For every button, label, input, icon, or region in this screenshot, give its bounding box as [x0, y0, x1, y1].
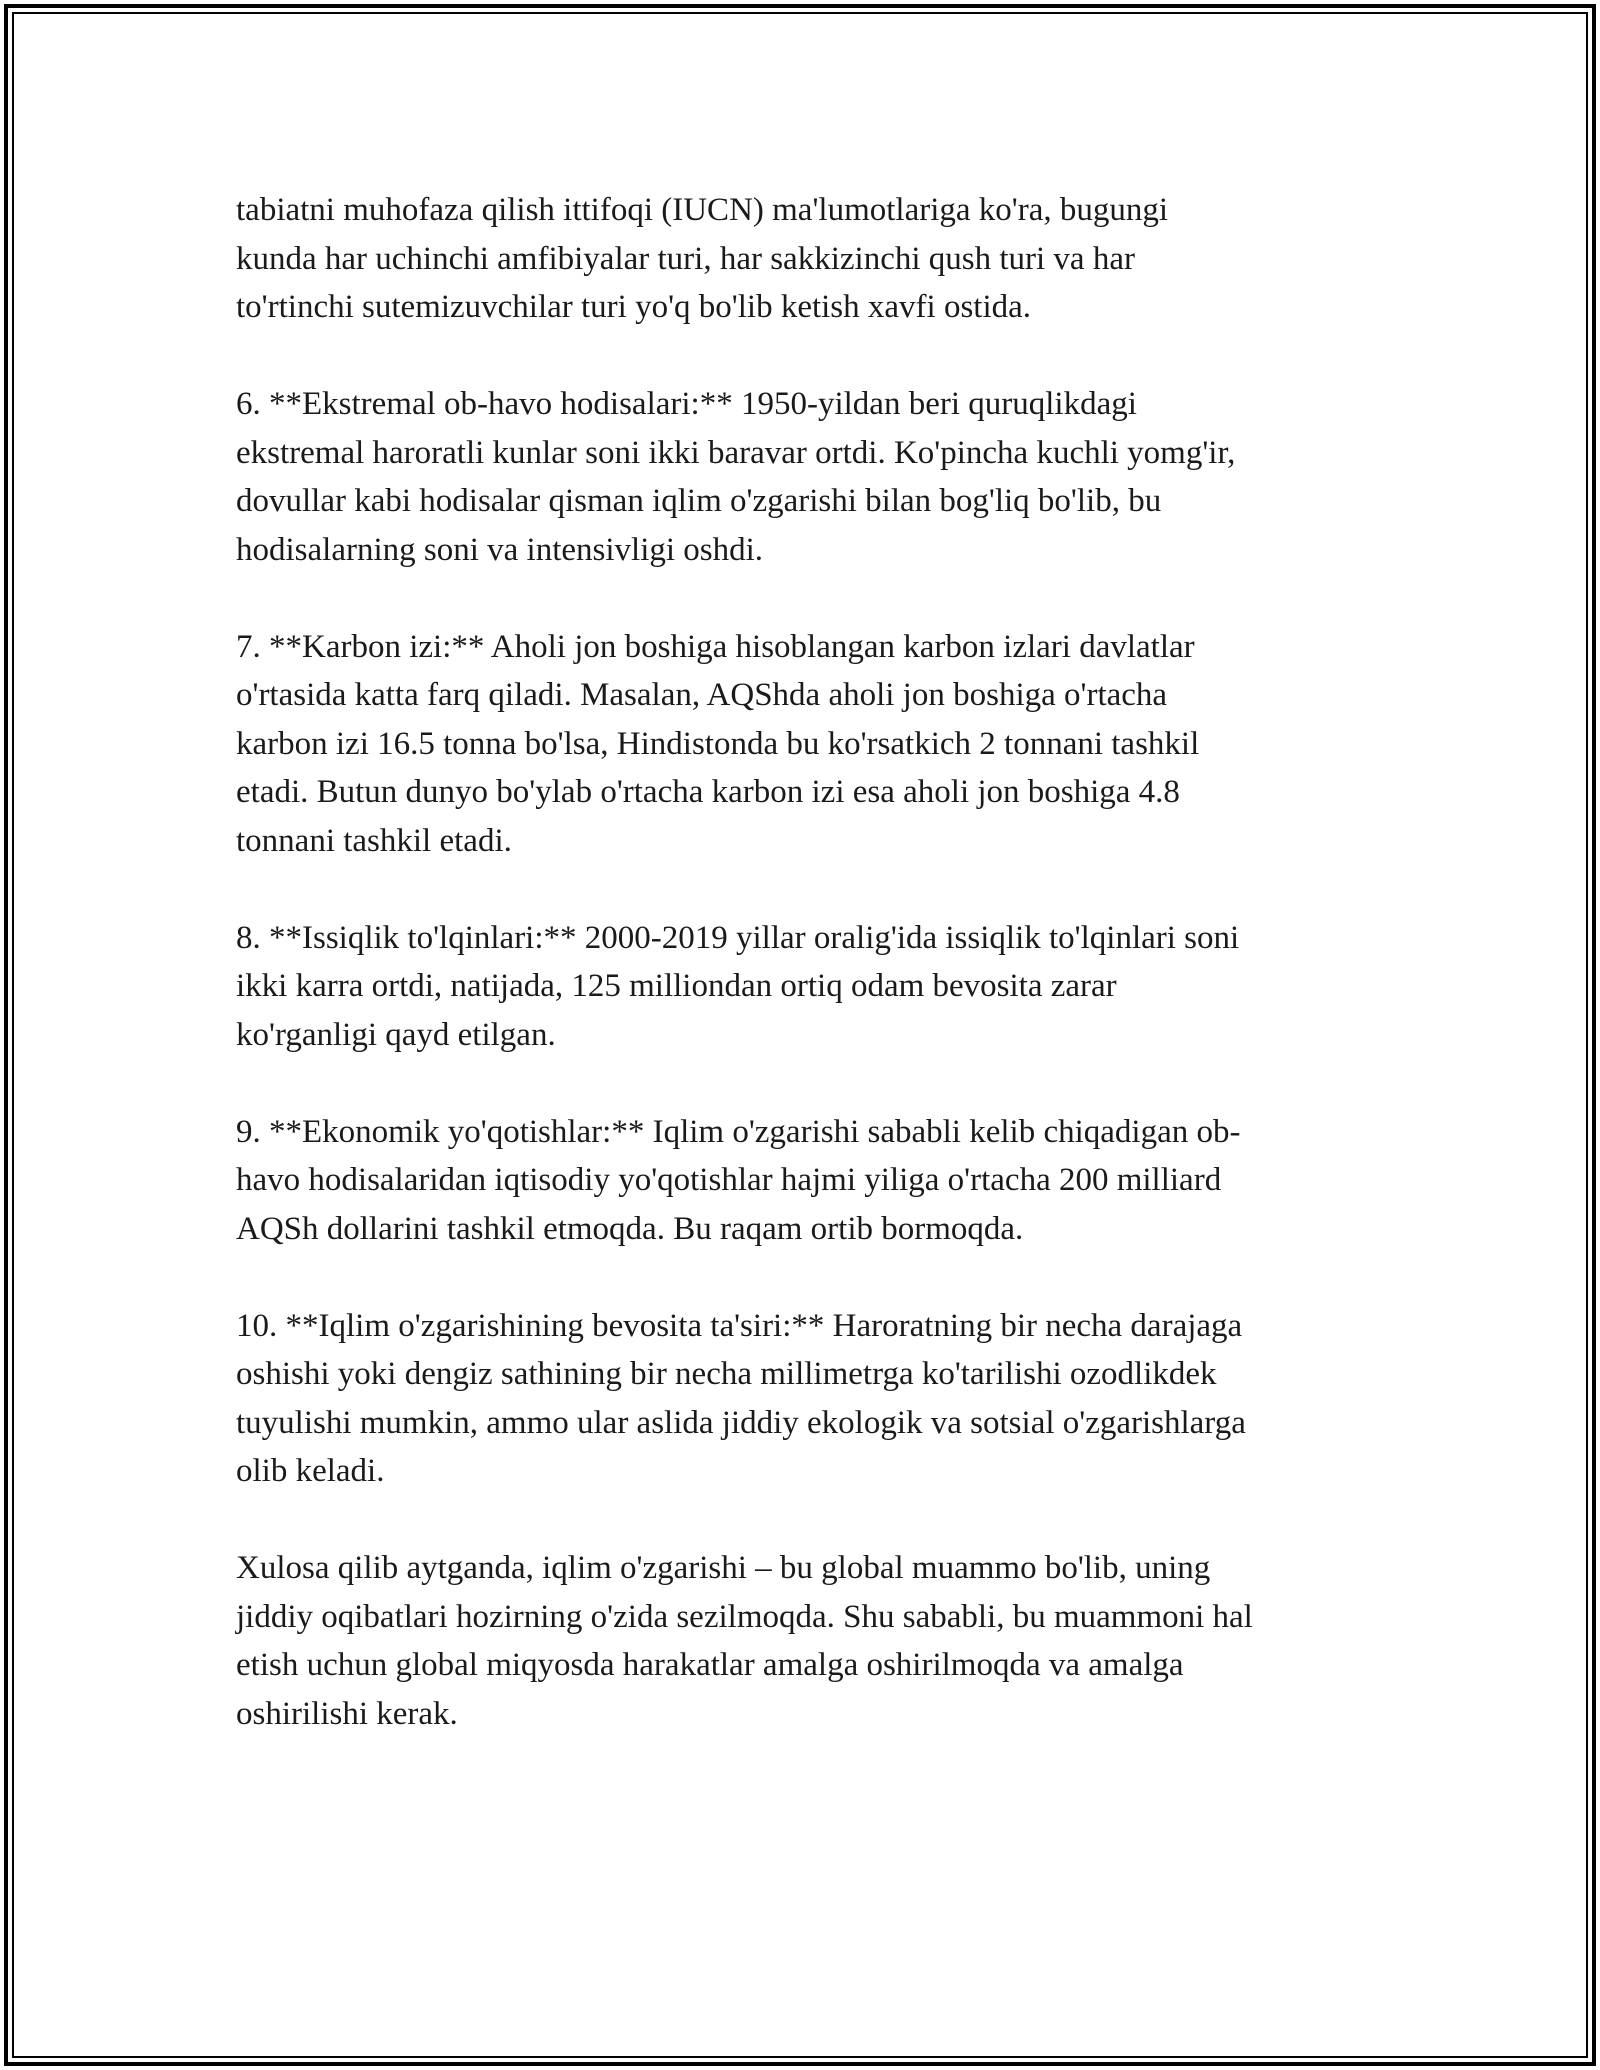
- paragraph-economic-losses: 9. **Ekonomik yo'qotishlar:** Iqlim o'zgarishi sababli kelib chiqadigan ob- havo hodisalaridan iqtisodiy yo'qotishlar hajmi yiliga o'rtacha 200 milliard AQSh dollarini tashkil etmoqda. Bu raqam ortib bormoqda.: [236, 1113, 1241, 1247]
- document-body: [236, 186, 1376, 1787]
- paragraph-extreme-weather: 6. **Ekstremal ob-havo hodisalari:** 1950-yildan beri quruqlikdagi ekstremal haroratli kunlar soni ikki baravar ortdi. Ko'pincha kuchli yomg'ir, dovullar kabi hodisalar qisman iqlim o'zgarishi bilan bog'liq bo'lib, bu hodisalarning soni va intensivligi oshdi.: [236, 386, 1236, 568]
- paragraph-carbon-footprint: 7. **Karbon izi:** Aholi jon boshiga hisoblangan karbon izlari davlatlar o'rtasida katta farq qiladi. Masalan, AQShda aholi jon boshiga o'rtacha karbon izi 16.5 tonna bo'lsa, Hindistonda bu ko'rsatkich 2 tonnani tashkil etadi. Butun dunyo bo'ylab o'rtacha karbon izi esa aholi jon boshiga 4.8 tonnani tashkil etadi.: [236, 628, 1200, 859]
- paragraph-heat-waves: 8. **Issiqlik to'lqinlari:** 2000-2019 yillar oralig'ida issiqlik to'lqinlari soni ikki karra ortdi, natijada, 125 milliondan ortiq odam bevosita zarar ko'rganligi qayd etilgan.: [236, 919, 1240, 1053]
- paragraph-conclusion: Xulosa qilib aytganda, iqlim o'zgarishi – bu global muammo bo'lib, uning jiddiy oqibatlari hozirning o'zida sezilmoqda. Shu sababli, bu muammoni hal etish uchun global miqyosda harakatlar amalga oshirilmoqda va amalga oshirilishi kerak.: [236, 1550, 1253, 1732]
- paragraph-intro-continuation: tabiatni muhofaza qilish ittifoqi (IUCN) ma'lumotlariga ko'ra, bugungi kunda har uchinchi amfibiyalar turi, har sakkizinchi qush turi va har to'rtinchi sutemizuvchilar turi yo'q bo'lib ketish xavfi ostida.: [236, 192, 1169, 325]
- paragraph-direct-impact: 10. **Iqlim o'zgarishining bevosita ta'siri:** Haroratning bir necha darajaga oshishi yoki dengiz sathining bir necha millimetrga ko'tarilishi ozodlikdek tuyulishi mumkin, ammo ular aslida jiddiy ekologik va sotsial o'zgarishlarga olib keladi.: [236, 1307, 1246, 1489]
